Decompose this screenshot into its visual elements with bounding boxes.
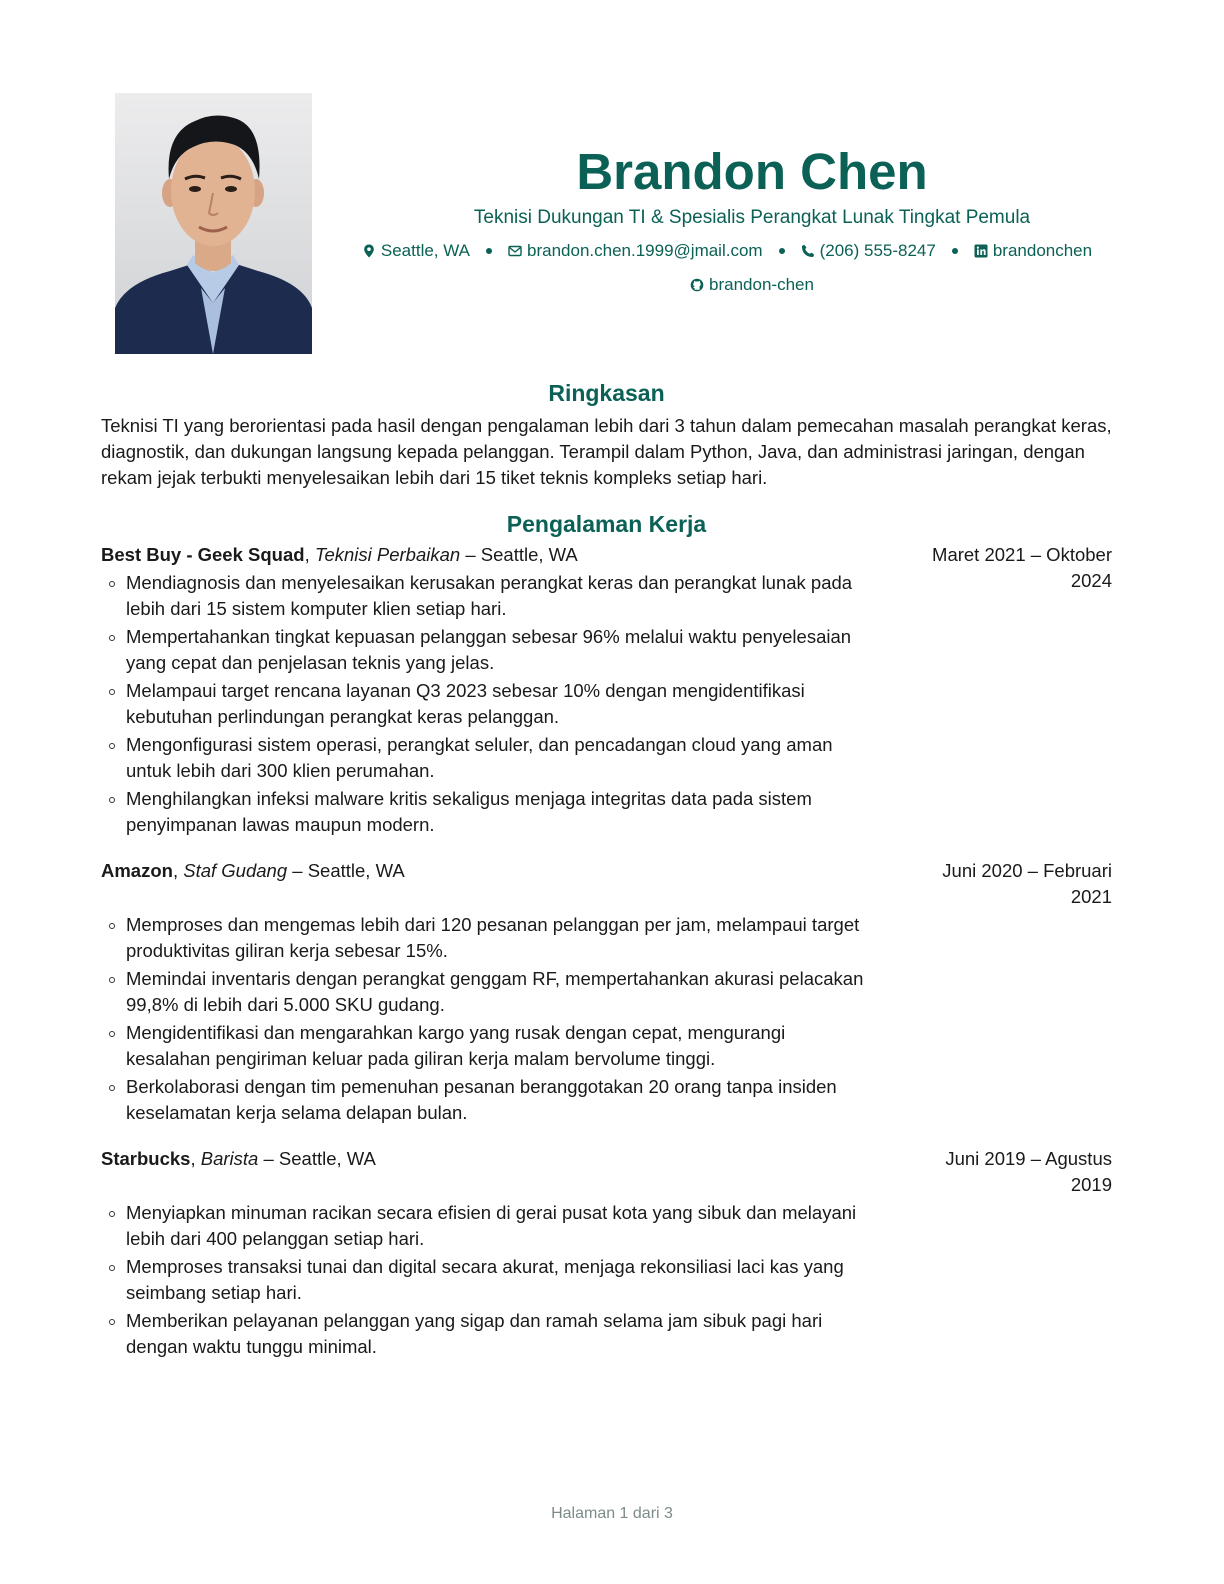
- contact-github[interactable]: [690, 274, 814, 296]
- github-icon: [690, 278, 704, 292]
- job-company: Best Buy - Geek Squad: [101, 544, 305, 565]
- location-text: Seattle, WA: [380, 241, 471, 260]
- job-header: [101, 1146, 1112, 1198]
- job-role: Staf Gudang: [183, 860, 288, 881]
- job-entry: [101, 1146, 1112, 1360]
- candidate-name: Brandon Chen: [576, 143, 928, 200]
- job-bullet: Memproses dan mengemas lebih dari 120 pesanan pelanggan per jam, melampaui target produktivitas giliran kerja sebesar 15%.: [101, 912, 871, 964]
- summary-text: Teknisi TI yang berorientasi pada hasil dengan pengalaman lebih dari 3 tahun dalam pemecahan masalah perangkat keras, diagnostik, dan dukungan langsung kepada pelanggan. Terampil dalam Python, Java, dan administrasi jaringan, dengan rekam jejak terbukti menyelesaikan lebih dari 15 tiket teknis kompleks setiap hari.: [101, 415, 1112, 488]
- contact-phone[interactable]: [801, 240, 936, 262]
- resume-content: [101, 378, 1112, 1362]
- contact-linkedin[interactable]: [974, 240, 1092, 262]
- job-bullets: [101, 1200, 871, 1360]
- job-company: Starbucks: [101, 1148, 191, 1169]
- job-bullet: Menghilangkan infeksi malware kritis sekaligus menjaga integritas data pada sistem penyimpanan lawas maupun modern.: [101, 786, 871, 838]
- job-title-line: Best Buy - Geek Squad, Teknisi Perbaikan – Seattle, WA: [101, 544, 578, 565]
- email-text[interactable]: brandon.chen.1999@jmail.com: [527, 241, 763, 260]
- page-footer: Halaman 1 dari 3: [551, 1505, 673, 1522]
- job-location: – Seattle, WA: [292, 860, 405, 881]
- separator-dot: [952, 248, 958, 254]
- experience-heading: Pengalaman Kerja: [506, 511, 707, 537]
- job-bullet: Memberikan pelayanan pelanggan yang sigap dan ramah selama jam sibuk pagi hari dengan waktu tunggu minimal.: [101, 1308, 871, 1360]
- envelope-icon: [508, 244, 522, 258]
- contact-row: [330, 240, 1124, 262]
- job-location: – Seattle, WA: [263, 1148, 376, 1169]
- job-company: Amazon: [101, 860, 173, 881]
- phone-icon: [801, 244, 815, 258]
- job-bullet: Mendiagnosis dan menyelesaikan kerusakan perangkat keras dan perangkat lunak pada lebih dari 15 sistem komputer klien setiap hari.: [101, 570, 871, 622]
- portrait-illustration: [115, 93, 312, 354]
- github-text[interactable]: brandon-chen: [709, 275, 814, 294]
- job-bullets: [101, 570, 871, 838]
- job-bullet: Memproses transaksi tunai dan digital secara akurat, menjaga rekonsiliasi laci kas yang seimbang setiap hari.: [101, 1254, 871, 1306]
- job-bullets: [101, 912, 871, 1126]
- job-dates: Juni 2019 – Agustus 2019: [945, 1148, 1112, 1195]
- separator-dot: [486, 248, 492, 254]
- job-bullet: Menyiapkan minuman racikan secara efisien di gerai pusat kota yang sibuk dan melayani lebih dari 400 pelanggan setiap hari.: [101, 1200, 871, 1252]
- phone-text[interactable]: (206) 555-8247: [819, 241, 936, 260]
- map-pin-icon: [362, 244, 376, 258]
- job-title-line: Amazon, Staf Gudang – Seattle, WA: [101, 860, 405, 881]
- job-bullet: Memindai inventaris dengan perangkat genggam RF, mempertahankan akurasi pelacakan 99,8% di lebih dari 5.000 SKU gudang.: [101, 966, 871, 1018]
- job-dates: Maret 2021 – Oktober 2024: [932, 544, 1112, 591]
- job-bullet: Berkolaborasi dengan tim pemenuhan pesanan beranggotakan 20 orang tanpa insiden keselamatan kerja selama delapan bulan.: [101, 1074, 871, 1126]
- job-dates: Juni 2020 – Februari 2021: [942, 860, 1112, 907]
- contact-row-second: [380, 274, 1124, 296]
- contact-location: [362, 240, 470, 262]
- job-entry: [101, 542, 1112, 838]
- job-header: [101, 858, 1112, 910]
- job-role: Teknisi Perbaikan: [314, 544, 461, 565]
- job-bullet: Melampaui target rencana layanan Q3 2023 sebesar 10% dengan mengidentifikasi kebutuhan perlindungan perangkat keras pelanggan.: [101, 678, 871, 730]
- linkedin-text[interactable]: brandonchen: [992, 241, 1093, 260]
- separator-dot: [779, 248, 785, 254]
- linkedin-icon: [974, 244, 988, 258]
- resume-header: [330, 140, 1124, 296]
- candidate-tagline: Teknisi Dukungan TI & Spesialis Perangkat Lunak Tingkat Pemula: [473, 207, 1031, 228]
- summary-heading: Ringkasan: [548, 380, 665, 406]
- contact-email[interactable]: [508, 240, 763, 262]
- job-title-line: Starbucks, Barista – Seattle, WA: [101, 1148, 376, 1169]
- job-entry: [101, 858, 1112, 1126]
- job-role: Barista: [200, 1148, 259, 1169]
- job-bullet: Mempertahankan tingkat kepuasan pelanggan sebesar 96% melalui waktu penyelesaian yang cepat dan penjelasan teknis yang jelas.: [101, 624, 871, 676]
- job-bullet: Mengonfigurasi sistem operasi, perangkat seluler, dan pencadangan cloud yang aman untuk lebih dari 300 klien perumahan.: [101, 732, 871, 784]
- job-bullet: Mengidentifikasi dan mengarahkan kargo yang rusak dengan cepat, mengurangi kesalahan pengiriman keluar pada giliran kerja malam bervolume tinggi.: [101, 1020, 871, 1072]
- job-location: – Seattle, WA: [465, 544, 578, 565]
- profile-photo: [115, 93, 312, 354]
